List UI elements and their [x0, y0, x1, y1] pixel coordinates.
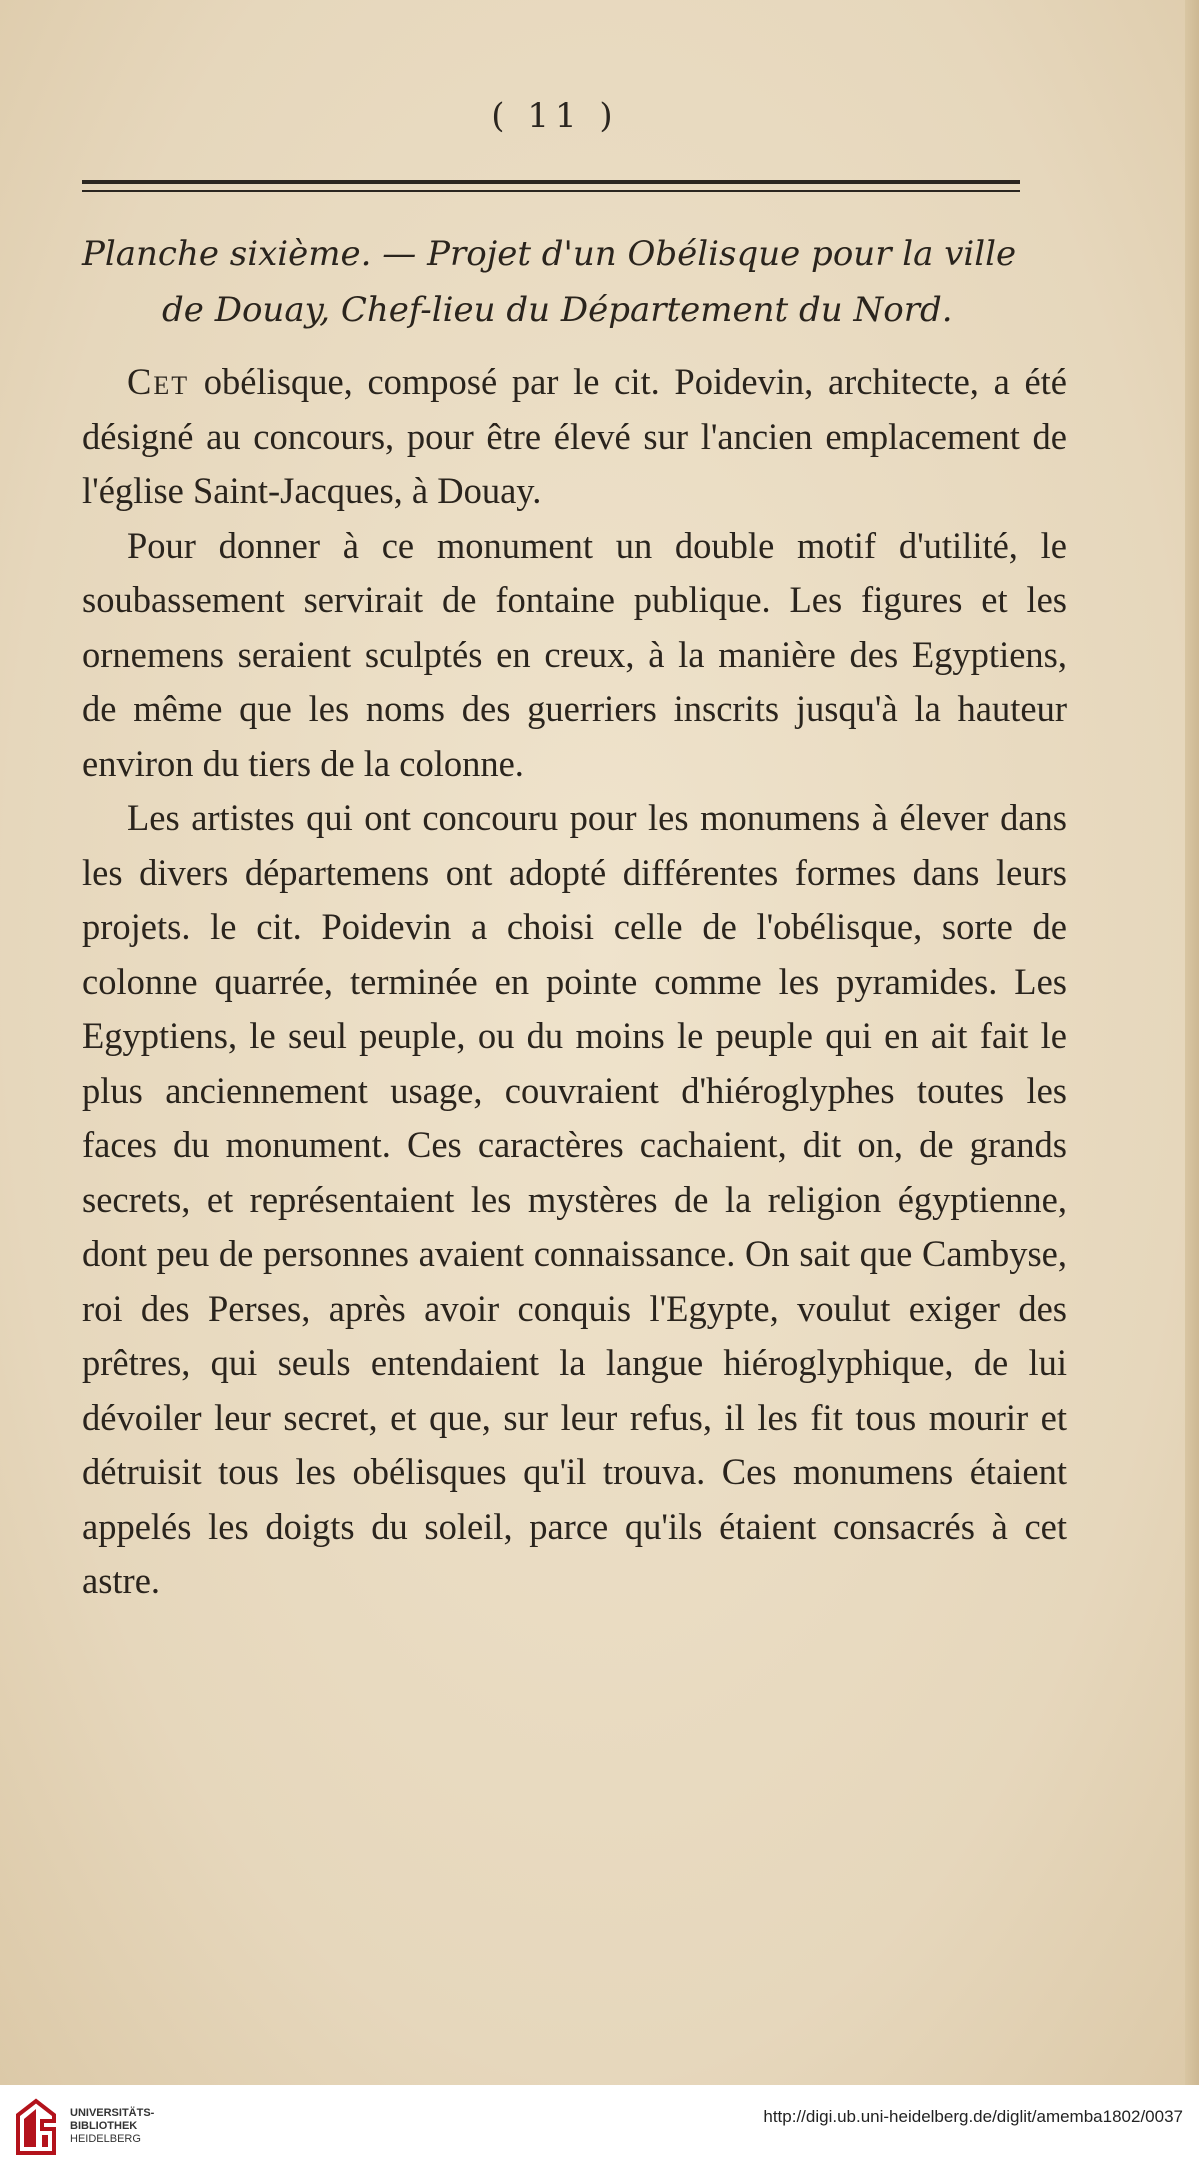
- footer-bar: [0, 2085, 1199, 2170]
- source-url-link[interactable]: http://digi.ub.uni-heidelberg.de/diglit/amemba1802/0037: [763, 2107, 1183, 2126]
- library-line-2: BIBLIOTHEK: [70, 2120, 138, 2132]
- header-rule-thick: [82, 180, 1020, 184]
- paragraph-1: [82, 355, 1067, 519]
- library-line-1: UNIVERSITÄTS-: [70, 2107, 155, 2119]
- page-number: ( 11 ): [491, 96, 619, 136]
- heidelberg-library-logo-icon: [12, 2095, 60, 2157]
- library-name: [70, 2107, 154, 2146]
- paragraph-1-lead: Cet: [127, 361, 190, 402]
- library-line-3: HEIDELBERG: [70, 2133, 141, 2145]
- plate-heading: [82, 226, 1062, 338]
- page-edge: [1185, 0, 1199, 2085]
- paragraph-1-text: obélisque, composé par le cit. Poidevin, architecte, a été désigné au concours, pour être élevé sur l'ancien emplacement de l'église Saint-Jacques, à Douay.: [82, 361, 1067, 511]
- heading-line-2: de Douay, Chef-lieu du Département du Nord.: [162, 290, 953, 330]
- paragraph-3: Les artistes qui ont concouru pour les monumens à élever dans les divers départemens ont adopté différentes formes dans leurs projets. le cit. Poidevin a choisi celle de l'obélisque, sorte de colonne quarrée, terminée en pointe comme les pyramides. Les Egyptiens, le seul peuple, ou du moins le peuple qui en ait fait le plus anciennement usage, couvraient d'hiéroglyphes toutes les faces du monument. Ces caractères cachaient, dit on, de grands secrets, et représentaient les mystères de la religion égyptienne, dont peu de personnes avaient connaissance. On sait que Cambyse, roi des Perses, après avoir conquis l'Egypte, voulut exiger des prêtres, qui seuls entendaient la langue hiéroglyphique, de lui dévoiler leur secret, et que, sur leur refus, il les fit tous mourir et détruisit tous les obélisques qu'il trouva. Ces monumens étaient appelés les doigts du soleil, parce qu'ils étaient consacrés à cet astre.: [82, 797, 1067, 1601]
- heading-line-1: Planche sixième. — Projet d'un Obélisque pour la ville: [82, 234, 1017, 274]
- header-rule-thin: [82, 190, 1020, 192]
- paragraph-2: Pour donner à ce monument un double motif d'utilité, le soubassement servirait de fontaine publique. Les figures et les ornemens seraient sculptés en creux, à la manière des Egyptiens, de même que les noms des guerriers inscrits jusqu'à la hauteur environ du tiers de la colonne.: [82, 524, 1067, 784]
- body-text: [82, 355, 1067, 1609]
